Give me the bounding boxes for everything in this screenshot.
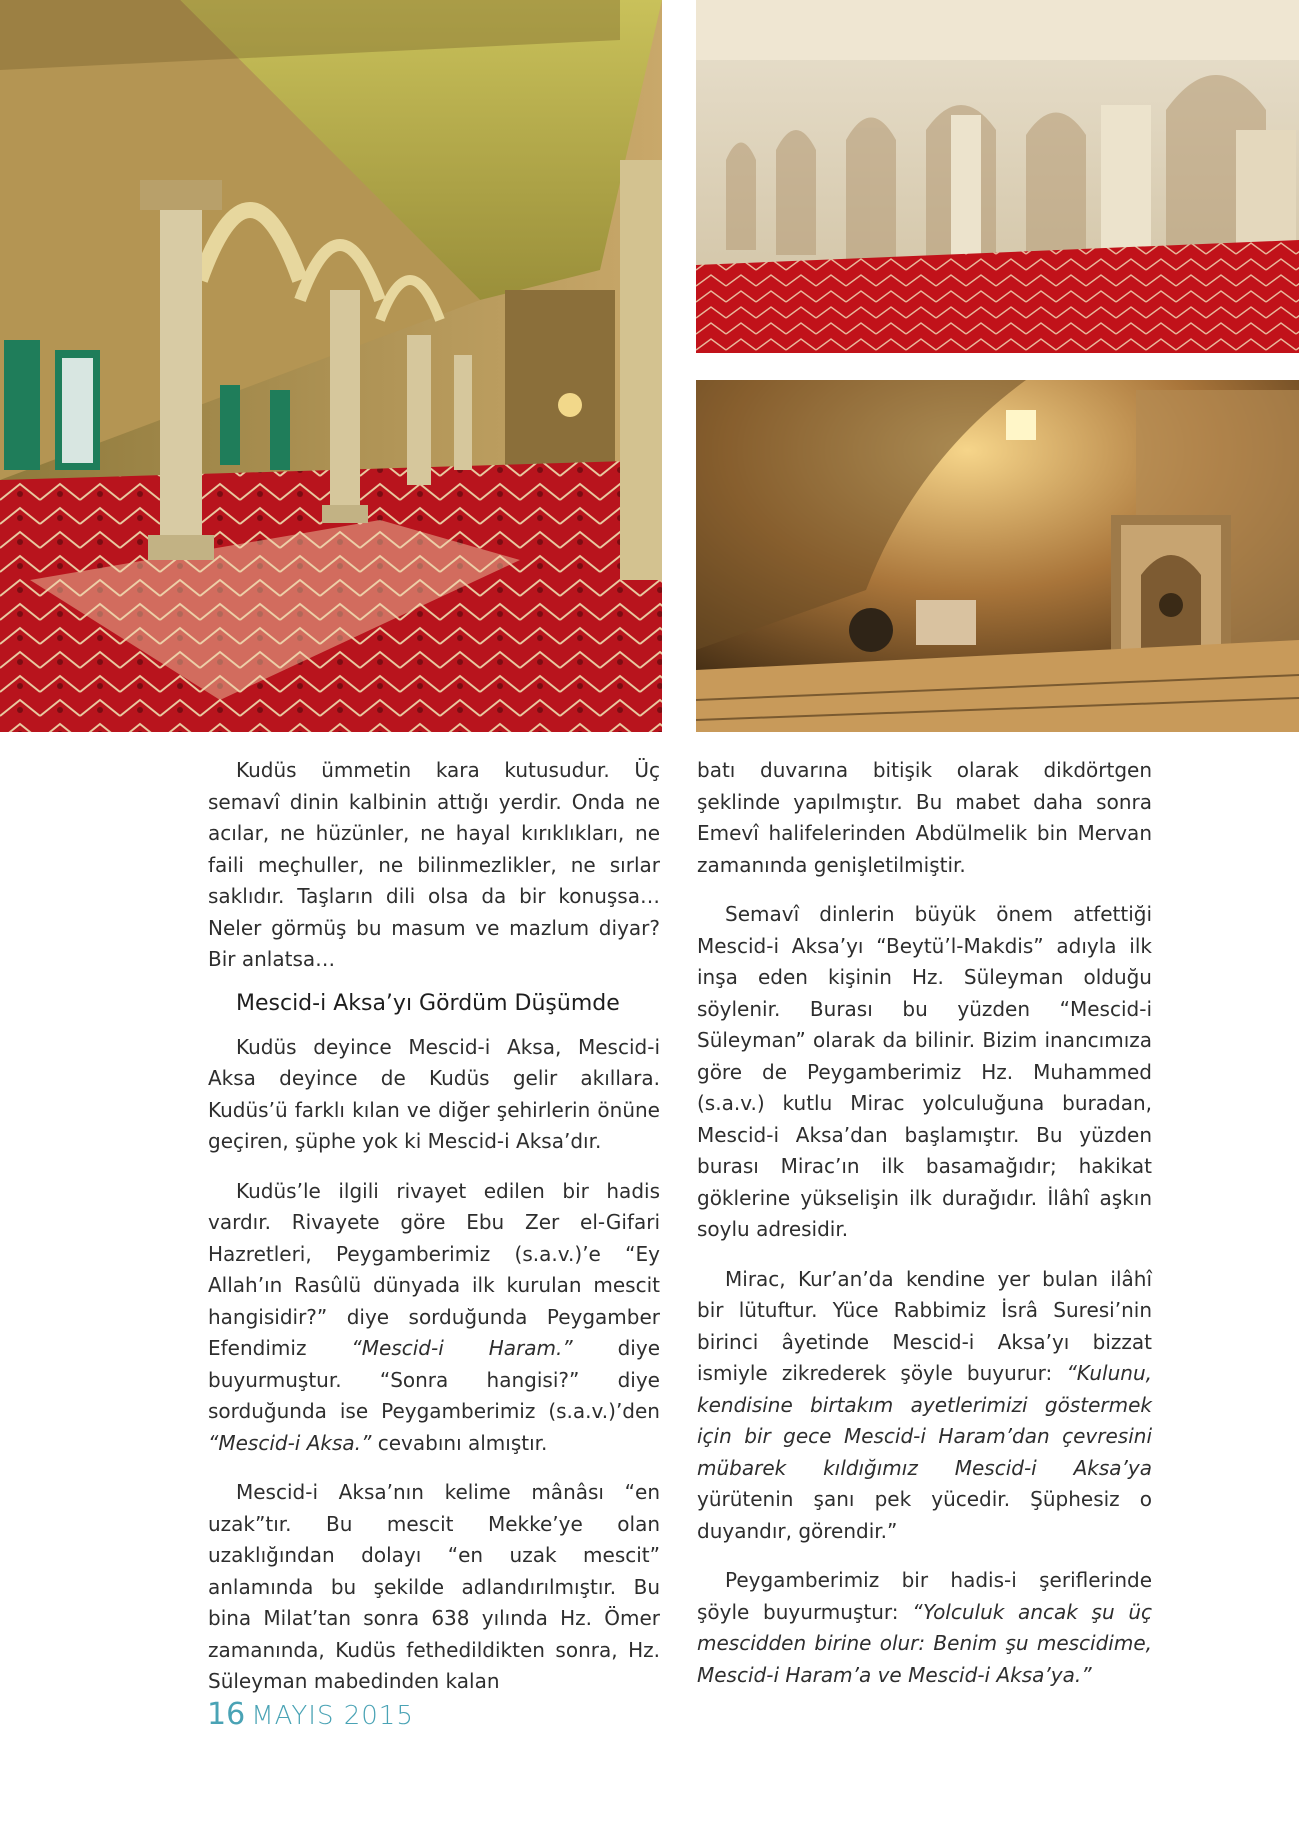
- text-run: cevabını almıştır.: [371, 1430, 548, 1455]
- section-heading: Mescid-i Aksa’yı Gördüm Düşümde: [236, 990, 620, 1016]
- text-run: Kudüs’le ilgili rivayet edilen bir hadis vardır. Rivayete göre Ebu Zer el-Gifari Hazretleri, Peygamberimiz (s.a.v.)’e “Ey Allah’ın Rasûlü dünyada ilk kurulan mescit hangisidir?” diye sorduğunda Peygamber Efendimiz: [208, 1178, 660, 1360]
- paragraph-hadith: [208, 1176, 660, 1460]
- cave-mihrab-photo: [696, 380, 1299, 732]
- paragraph-verse: [697, 1264, 1152, 1548]
- article-column-right: [697, 755, 1152, 1709]
- quote-italic: “Yolculuk ancak şu üç mescidden birine olur: Benim şu mescidime, Mescid-i Haram’a ve Mescid-i Aksa’ya.”: [697, 1599, 1152, 1687]
- paragraph: Semavî dinlerin büyük önem atfettiği Mescid-i Aksa’yı “Beytü’l-Makdis” adıyla ilk inşa eden kişinin Hz. Süleyman olduğu söylenir. Burası bu yüzden “Mescid-i Süleyman” olarak da bilinir. Bizim inancımıza göre de Peygamberimiz Hz. Muhammed (s.a.v.) kutlu Mirac yolculuğuna buradan, Mescid-i Aksa’dan başlamıştır. Bu yüzden burası Mirac’ın ilk basamağıdır; hakikat göklerine yükselişin ilk durağıdır. İlâhî aşkın soylu adresidir.: [697, 902, 1152, 1241]
- quote-italic: “Mescid-i Haram.”: [351, 1336, 573, 1360]
- mosque-interior-photo: [0, 0, 662, 732]
- text-run: yürütenin şanı pek yücedir. Şüphesiz o duyandır, görendir.”: [697, 1487, 1152, 1543]
- quote-italic: “Kulunu, kendisine birtakım ayetlerimizi göstermek için bir gece Mescid-i Haram’dan çevresini mübarek kıldığımız Mescid-i Aksa’ya: [697, 1361, 1152, 1480]
- paragraph-continued: batı duvarına bitişik olarak dikdörtgen şeklinde yapılmıştır. Bu mabet daha sonra Emevî halifelerinden Abdülmelik bin Mervan zamanında genişletilmiştir.: [697, 758, 1152, 877]
- arched-hall-photo: [696, 0, 1299, 353]
- paragraph: Mescid-i Aksa’nın kelime mânâsı “en uzak”tır. Bu mescit Mekke’ye olan uzaklığından dolayı “en uzak mescit” anlamında bu şekilde adlandırılmıştır. Bu bina Milat’tan sonra 638 yılında Hz. Ömer zamanında, Kudüs fethedildikten sonra, Hz. Süleyman mabedinden kalan: [208, 1480, 660, 1693]
- text-run: diye buyurmuştur. “Sonra hangisi?” diye sorduğunda ise Peygamberimiz (s.a.v.)’den: [208, 1336, 660, 1423]
- paragraph: Kudüs deyince Mescid-i Aksa, Mescid-i Aksa deyince de Kudüs gelir akıllara. Kudüs’ü farklı kılan ve diğer şehirlerin önüne geçiren, şüphe yok ki Mescid-i Aksa’dır.: [208, 1034, 660, 1153]
- article-column-left: [208, 755, 660, 1716]
- text-run: Peygamberimiz bir hadis-i şeriflerinde şöyle buyurmuştur:: [697, 1568, 1152, 1624]
- paragraph-intro: Kudüs ümmetin kara kutusudur. Üç semavî dinin kalbinin attığı yerdir. Onda ne acılar, ne hüzünler, ne hayal kırıklıkları, ne faili meçhuller, ne bilinmezlikler, ne sırlar saklıdır. Taşların dili olsa da bir konuşsa… Neler görmüş bu masum ve mazlum diyar? Bir anlatsa…: [208, 758, 660, 971]
- page-number: 16: [207, 1697, 246, 1732]
- page-footer: [207, 1697, 414, 1732]
- paragraph-hadith: [697, 1565, 1152, 1691]
- issue-date: MAYIS 2015: [251, 1701, 414, 1731]
- quote-italic: “Mescid-i Aksa.”: [208, 1430, 372, 1455]
- text-run: Mirac, Kur’an’da kendine yer bulan ilâhî bir lütuftur. Yüce Rabbimiz İsrâ Suresi’nin birinci âyetinde Mescid-i Aksa’yı bizzat ismiyle zikrederek şöyle buyurur:: [697, 1266, 1152, 1385]
